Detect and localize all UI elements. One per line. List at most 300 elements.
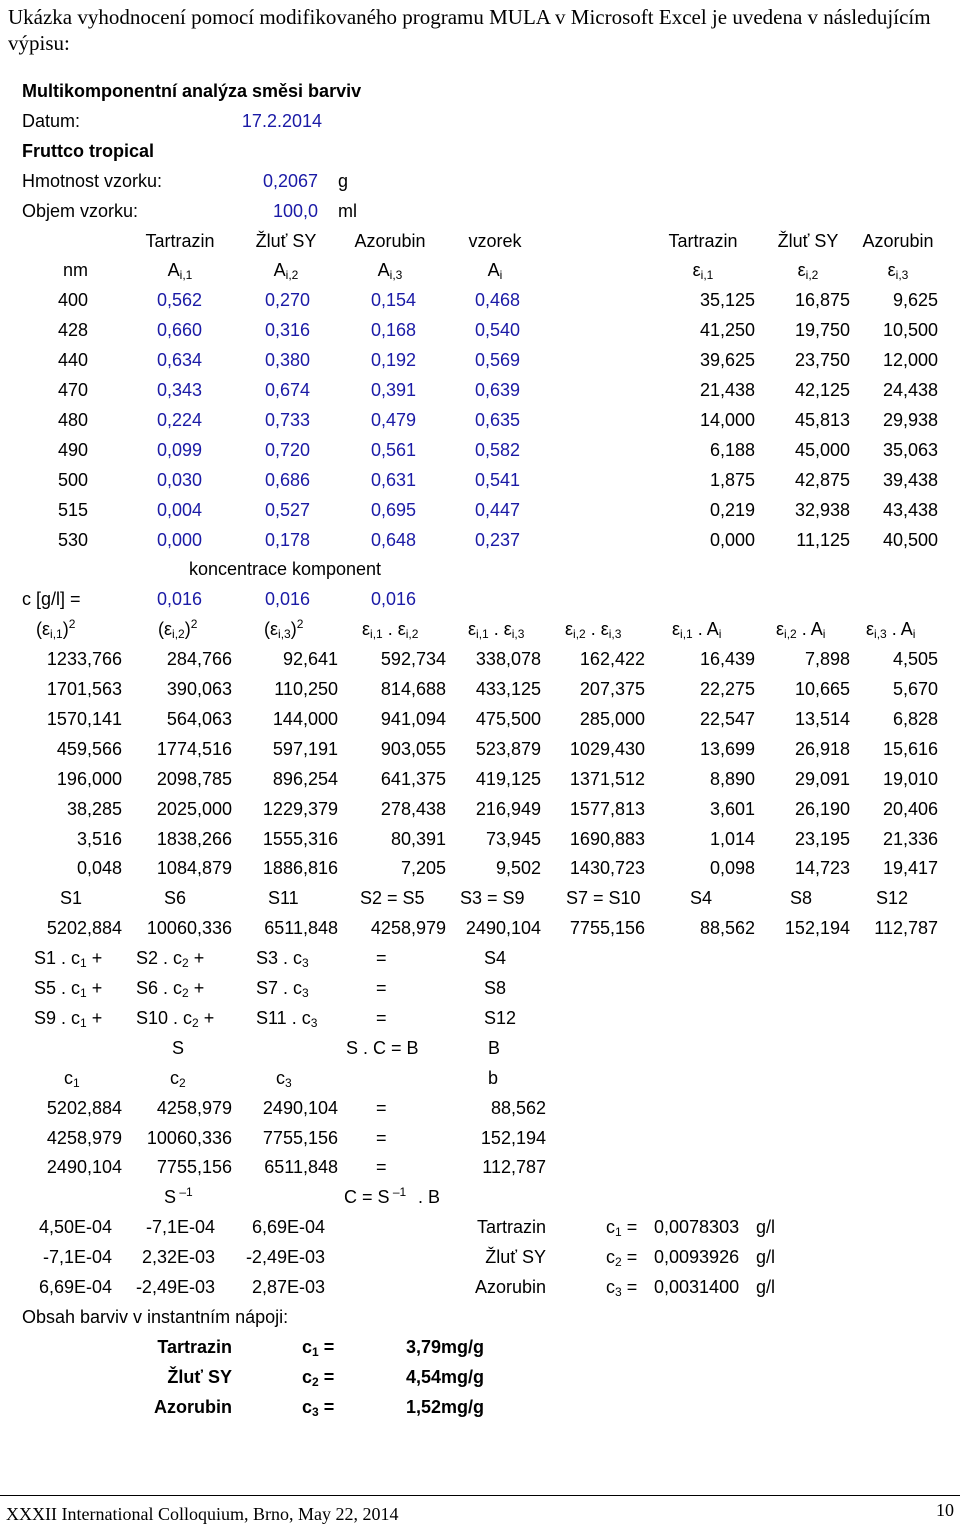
product-cell [218,798,338,820]
product-cell-text: 73,945 [485,828,541,849]
date-value-text: 17.2.2014 [241,110,322,131]
absorbance-cell-text: 0,219 [709,499,755,520]
result-value [654,1276,739,1298]
sum-value-text: 88,562 [699,918,755,939]
matrix-cell [218,1127,338,1149]
product-header-3: $\varepsilon_{i,1}$ . $\varepsilon_{i,2}$ [362,619,419,642]
equation-term-2-text: S10 [136,1007,169,1028]
absorbance-cell [0,409,88,431]
product-cell-text: 14,723 [794,858,850,879]
absorbance-symbol-0: $A_{i,1}$ [167,260,193,283]
result-unit [756,1276,775,1298]
absorbance-cell [296,439,416,461]
inverse-equation-suffix [418,1186,440,1208]
content-value-text: 3,79mg/g [406,1336,485,1357]
absorbance-cell [296,409,416,431]
absorbance-cell-text: 530 [57,529,88,550]
mass-label [22,170,162,192]
nm-header [30,259,88,281]
sum-label-text: S12 [876,888,909,909]
result-unit-text: g/l [756,1217,776,1238]
product-cell-text: 419,125 [475,768,541,789]
absorbance-cell [0,319,88,341]
absorbance-cell-text: 470 [57,380,88,400]
absorbance-cell [818,469,938,491]
result-unit-text: g/l [756,1247,776,1268]
absorbance-cell [82,379,202,401]
matrix-cell-text: 112,787 [482,1157,546,1178]
product-cell-text: 216,949 [475,798,541,819]
result-value [654,1216,739,1238]
equation-result-text: S8 [484,978,507,998]
matrix-equation-label [346,1037,419,1059]
product-cell-text: 433,125 [475,679,541,699]
product-cell-text: 9,502 [495,858,541,879]
product-cell [421,738,541,760]
product-cell-text: 1,014 [709,828,755,849]
result-unit [756,1216,775,1238]
product-cell-text: 10,665 [794,679,850,699]
product-cell [421,708,541,730]
absorbance-cell-text: 43,438 [882,499,938,520]
component-header-0 [130,230,230,252]
equation-term-2-text: S6 [136,978,159,998]
absorbance-cell-text: 42,875 [794,469,850,490]
absorbance-cell-text: 0,569 [474,350,520,371]
product-cell-text: 1577,813 [569,798,645,819]
absorbance-cell [818,499,938,521]
product-cell-text: 564,063 [166,708,232,729]
product-cell-text: 523,879 [475,738,541,759]
inverse-equation-label-text: C = S [344,1187,390,1208]
absorbance-cell [0,529,88,551]
absorbance-cell-text: 0,720 [264,439,310,460]
absorbance-cell-text: 0,316 [264,320,310,341]
equation-result [484,947,506,969]
absorbance-cell [818,379,938,401]
sum-value [798,917,938,939]
absorbance-cell [190,379,310,401]
product-cell [525,708,645,730]
inverse-cell-text: 6,69E-04 [38,1277,112,1297]
epsilon-symbol-2: $\varepsilon_{i,3}$ [887,260,909,283]
absorbance-cell-text: 480 [57,409,88,430]
product-cell-text: 1570,141 [46,708,122,729]
result-unit-text: g/l [756,1277,776,1297]
sum-value-text: 152,194 [784,918,850,939]
matrix-cell [218,1097,338,1119]
inverse-cell [205,1276,325,1298]
absorbance-cell [190,319,310,341]
product-cell [818,798,938,820]
inverse-cell [95,1276,215,1298]
equation-term-2: S10 . $c_2$ + [136,1007,215,1030]
epsilon-component-header-1-text: Žluť SY [777,230,839,251]
absorbance-cell [296,499,416,521]
absorbance-symbol-3: $A_i$ [487,260,503,283]
result-value [654,1246,739,1268]
matrix-cell-text: 7755,156 [156,1157,232,1178]
product-cell-text: 19,417 [882,858,938,879]
product-cell-text: 80,391 [390,828,446,849]
product-cell [2,768,122,790]
absorbance-cell-text: 0,635 [474,409,520,430]
result-value-text: 0,0093926 [654,1247,740,1268]
absorbance-cell [0,289,88,311]
product-cell [525,828,645,850]
sum-label-text: S2 = S5 [360,888,425,909]
content-value [406,1336,484,1358]
product-header-8: $\varepsilon_{i,3}$ . $A_i$ [866,619,916,642]
equation-result-text: S12 [484,1007,517,1028]
product-cell-text: 8,890 [709,768,755,789]
sheet-title-text: Multikomponentní analýza směsi barviv [22,81,362,101]
product-cell [2,738,122,760]
absorbance-cell-text: 0,674 [264,380,310,400]
equation-sign [376,1007,387,1029]
absorbance-symbol-1: $A_{i,2}$ [273,260,299,283]
result-name [446,1246,546,1268]
equation-term-3-text: S11 [256,1007,287,1028]
product-cell-text: 20,406 [882,798,938,819]
inverse-cell-text: -7,1E-04 [42,1247,112,1268]
sum-label [690,887,712,909]
absorbance-cell [400,319,520,341]
product-header-2: $(\varepsilon_{i,3})^2$ [264,617,304,642]
product-cell [525,768,645,790]
product-cell [218,708,338,730]
concentration-value-text: 0,016 [370,589,416,610]
absorbance-cell-text: 11,125 [796,529,850,550]
product-cell-text: 92,641 [282,649,338,670]
absorbance-cell [400,289,520,311]
matrix-cell [2,1156,122,1178]
product-header-7: $\varepsilon_{i,2}$ . $A_i$ [776,619,826,642]
absorbance-cell-text: 0,154 [370,290,416,311]
sum-label [268,887,299,909]
product-cell-text: 38,285 [66,798,122,819]
sum-value-text: 10060,336 [146,918,232,939]
product-cell-text: 641,375 [380,768,446,789]
matrix-cell [2,1127,122,1149]
c1-label: $c_1$ [64,1067,80,1090]
sum-value-text: 112,787 [874,918,938,939]
sum-label-text: S1 [60,888,83,909]
absorbance-cell-text: 0,168 [370,320,416,341]
matrix-cell-text: 7755,156 [262,1127,338,1148]
product-cell-text: 475,500 [475,708,541,729]
equation-term-3-text: S3 [256,948,279,969]
absorbance-cell-text: 0,000 [709,529,755,550]
matrix-cell-text: 2490,104 [46,1157,122,1178]
epsilon-symbol-1: $\varepsilon_{i,2}$ [797,260,819,283]
product-cell [112,738,232,760]
absorbance-cell-text: 41,250 [699,320,755,341]
product-cell [818,648,938,670]
absorbance-cell-text: 500 [57,469,88,490]
absorbance-cell [82,439,202,461]
product-header-4: $\varepsilon_{i,1}$ . $\varepsilon_{i,3}$ [468,619,525,642]
product-cell [112,678,232,700]
equation-term-2: S2 . $c_2$ + [136,948,205,971]
absorbance-cell-text: 0,030 [156,469,202,490]
absorbance-cell [0,349,88,371]
product-cell [112,708,232,730]
result-unit [756,1246,775,1268]
sample-header-text: vzorek [468,230,522,251]
content-value-text: 4,54mg/g [406,1366,485,1387]
sum-label [790,887,812,909]
absorbance-cell-text: 0,391 [370,380,416,400]
mass-label-text: Hmotnost vzorku: [22,170,163,191]
product-cell [818,738,938,760]
product-cell-text: 459,566 [56,738,122,759]
product-cell-text: 16,439 [699,649,755,670]
absorbance-cell-text: 39,625 [699,350,755,371]
equation-sign-text: = [376,1007,387,1028]
matrix-eq-sign-text: = [376,1127,387,1148]
equation-term-3-text: S7 [256,978,279,998]
product-cell-text: 390,063 [166,679,232,699]
absorbance-cell-text: 0,237 [474,529,520,550]
product-cell [525,857,645,879]
product-cell [421,678,541,700]
content-symbol: $c_3$ = [302,1396,335,1419]
product-cell-text: 207,375 [579,679,645,699]
product-cell-text: 1555,316 [262,828,338,849]
sum-value-text: 7755,156 [569,918,645,939]
product-cell-text: 1084,879 [156,858,232,879]
matrix-cell [112,1156,232,1178]
absorbance-cell-text: 12,000 [882,350,938,371]
matrix-cell [426,1097,546,1119]
sum-label [460,887,525,909]
absorbance-cell-text: 23,750 [794,350,850,371]
equation-result-text: S4 [484,948,507,969]
equation-sign-text: = [376,978,387,998]
absorbance-cell [82,529,202,551]
equation-term-1-text: S1 [34,948,57,969]
absorbance-cell [190,349,310,371]
absorbance-cell [400,469,520,491]
epsilon-component-header-2 [845,230,951,252]
product-cell [2,857,122,879]
result-name-text: Tartrazin [476,1217,546,1238]
component-header-0-text: Tartrazin [145,230,215,251]
product-cell-text: 3,601 [709,798,755,819]
product-cell-text: 597,191 [272,738,338,759]
absorbance-cell-text: 0,733 [264,409,310,430]
absorbance-cell-text: 0,468 [474,290,520,311]
equation-term-1: S1 . $c_1$ + [34,948,103,971]
sum-label-text: S4 [690,888,713,909]
product-cell-text: 278,438 [380,798,446,819]
product-cell-text: 29,091 [794,768,850,789]
absorbance-cell [296,319,416,341]
product-cell-text: 2098,785 [156,768,232,789]
inverse-cell [95,1246,215,1268]
matrix-cell-text: 88,562 [490,1097,546,1118]
product-cell-text: 144,000 [272,708,338,729]
product-cell-text: 1229,379 [262,798,338,819]
product-cell [421,857,541,879]
equation-sign [376,947,387,969]
inverse-label-text: S [164,1187,177,1208]
product-cell [421,798,541,820]
product-cell-text: 1701,563 [46,679,122,699]
product-cell-text: 1774,516 [156,738,232,759]
product-cell-text: 196,000 [56,768,122,789]
equation-result [484,977,506,999]
product-cell-text: 285,000 [579,708,645,729]
product-cell-text: 338,078 [475,649,541,670]
concentration-value [82,588,202,610]
product-cell [525,738,645,760]
equation-sign-text: = [376,948,387,969]
absorbance-cell-text: 9,625 [892,290,938,311]
product-cell-text: 284,766 [166,649,232,670]
absorbance-cell-text: 0,540 [474,320,520,341]
component-header-2-text: Azorubin [354,230,426,251]
product-cell-text: 1838,266 [156,828,232,849]
page-footer [0,1495,960,1524]
matrix-cell-text: 4258,979 [46,1127,122,1148]
equation-term-3: S7 . $c_3$ [256,978,309,1000]
sum-label-text: S3 = S9 [460,888,525,909]
volume-unit [338,200,357,222]
product-cell-text: 592,734 [380,649,446,670]
absorbance-cell-text: 515 [57,499,88,520]
absorbance-cell [400,349,520,371]
product-cell [218,648,338,670]
product-cell [2,648,122,670]
matrix-cell-text: 5202,884 [46,1097,122,1118]
product-cell-text: 0,048 [76,858,122,879]
result-symbol: $c_1$ = [606,1217,638,1240]
absorbance-cell-text: 0,631 [370,469,416,490]
inverse-cell [95,1216,215,1238]
product-header-0: $(\varepsilon_{i,1})^2$ [36,617,76,642]
absorbance-cell [0,439,88,461]
absorbance-cell [400,439,520,461]
content-name [112,1336,232,1358]
absorbance-cell [190,439,310,461]
absorbance-cell-text: 0,541 [474,469,520,490]
content-name-text: Azorubin [154,1396,232,1417]
absorbance-cell-text: 0,479 [370,409,416,430]
c3-label: $c_3$ [276,1067,292,1090]
absorbance-cell-text: 0,562 [156,290,202,311]
product-cell [818,828,938,850]
product-cell [818,678,938,700]
volume-value [230,200,318,222]
mass-value [230,170,318,192]
absorbance-cell-text: 45,000 [794,439,850,460]
sum-value-text: 4258,979 [370,918,446,939]
product-cell-text: 19,010 [882,768,938,789]
concentration-label-text: koncentrace komponent [188,559,382,580]
equation-term-1: S9 . $c_1$ + [34,1007,103,1030]
product-cell-text: 162,422 [579,649,645,670]
sample-name [22,140,154,162]
sum-label [876,887,908,909]
absorbance-cell [82,499,202,521]
content-value [406,1366,484,1388]
sum-label [164,887,186,909]
date-value [180,110,322,132]
sum-label [360,887,425,909]
absorbance-cell-text: 0,004 [156,499,202,520]
product-cell-text: 0,098 [709,858,755,879]
matrix-eq-sign [376,1156,387,1178]
concentration-value-text: 0,016 [156,589,202,610]
sum-value-text: 2490,104 [465,918,541,939]
product-cell-text: 7,205 [400,858,446,879]
sum-label-text: S6 [164,888,187,909]
absorbance-cell-text: 45,813 [794,409,850,430]
absorbance-cell-text: 14,000 [699,409,755,430]
inverse-cell [205,1216,325,1238]
product-cell [818,708,938,730]
product-cell [421,648,541,670]
product-cell-text: 941,094 [380,708,446,729]
result-symbol: $c_3$ = [606,1277,638,1299]
matrix-b-label-text: B [488,1037,501,1058]
concentration-row-label [22,588,81,610]
product-cell-text: 1886,816 [262,858,338,879]
absorbance-cell-text: 428 [57,320,88,341]
matrix-eq-sign-text: = [376,1157,387,1178]
absorbance-cell-text: 440 [57,350,88,371]
absorbance-cell [296,529,416,551]
absorbance-cell [190,499,310,521]
volume-label-text: Objem vzorku: [22,200,139,221]
product-cell-text: 23,195 [794,828,850,849]
absorbance-cell [400,499,520,521]
inverse-cell-text: -2,49E-03 [245,1247,325,1268]
absorbance-cell-text: 0,447 [474,499,520,520]
epsilon-component-header-0 [650,230,756,252]
sum-label [60,887,82,909]
absorbance-cell-text: 35,125 [699,290,755,311]
product-cell-text: 22,547 [699,708,755,729]
product-header-6: $\varepsilon_{i,1}$ . $A_i$ [672,619,722,642]
absorbance-cell-text: 35,063 [882,439,938,460]
product-cell-text: 13,699 [699,738,755,759]
absorbance-cell [818,289,938,311]
inverse-cell-text: 2,87E-03 [251,1277,325,1297]
product-cell-text: 896,254 [272,768,338,789]
product-cell [112,828,232,850]
matrix-cell [218,1156,338,1178]
product-cell [818,768,938,790]
absorbance-cell-text: 10,500 [882,320,938,341]
absorbance-cell-text: 0,270 [264,290,310,311]
result-symbol: $c_2$ = [606,1247,638,1270]
inverse-cell-text: -2,49E-03 [135,1277,215,1297]
product-cell [421,828,541,850]
absorbance-cell-text: 40,500 [882,529,938,550]
product-cell [218,828,338,850]
absorbance-cell-text: 0,561 [370,439,416,460]
equation-term-2-text: S2 [136,948,159,969]
concentration-value-text: 0,016 [264,589,310,610]
absorbance-cell-text: 32,938 [794,499,850,520]
product-cell-text: 15,616 [882,738,938,759]
product-cell-text: 5,670 [892,679,938,699]
concentration-value [190,588,310,610]
product-cell [112,648,232,670]
